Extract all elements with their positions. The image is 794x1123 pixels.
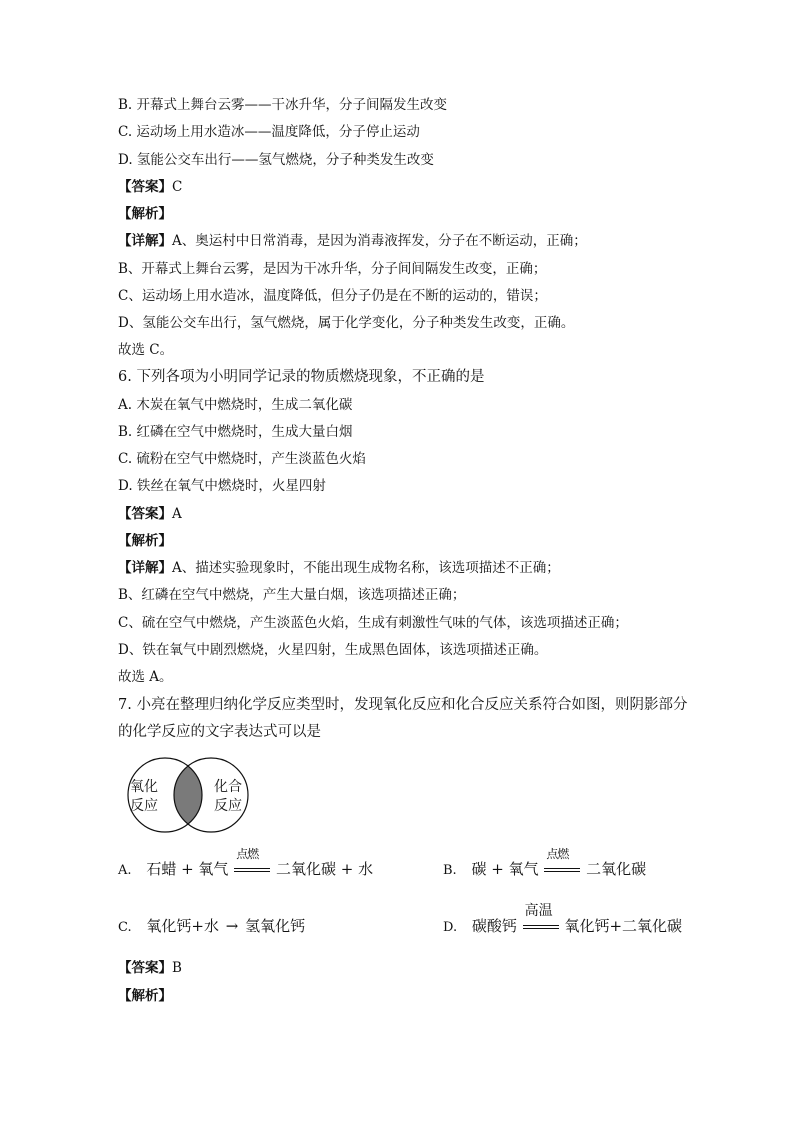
q6-detail-a	[118, 559, 560, 577]
equation-products: 二氧化碳 + 水	[275, 860, 374, 878]
q6-stem: 6. 下列各项为小明同学记录的物质燃烧现象，不正确的是	[118, 369, 485, 385]
equation-reactants: 氧化钙+水	[146, 917, 219, 935]
q7-answer	[118, 959, 182, 977]
answer-value: A	[172, 506, 182, 522]
equation-reactants: 碳酸钙	[471, 917, 517, 935]
analysis-tag: 【解析】	[118, 988, 172, 1004]
venn-left-label-1: 氧化	[130, 779, 158, 795]
detail-text: A、奥运村中日常消毒，是因为消毒液挥发，分子在不断运动，正确；	[172, 233, 587, 249]
venn-diagram	[126, 756, 252, 834]
reaction-condition: 高温	[524, 903, 553, 919]
answer-tag: 【答案】	[118, 960, 172, 976]
option-letter: A.	[118, 863, 132, 878]
q7-option-d	[443, 903, 683, 938]
q5-conclusion: 故选 C。	[118, 342, 174, 358]
q5-detail-a	[118, 232, 587, 250]
equation-reactants: 碳 + 氧气	[471, 860, 539, 878]
q7-option-b	[443, 847, 647, 881]
q7-stem-line2: 的化学反应的文字表达式可以是	[118, 724, 321, 740]
answer-tag: 【答案】	[118, 179, 172, 195]
q5-detail-c: C、运动场上用水造冰，温度降低，但分子仍是在不断的运动的，错误；	[118, 288, 547, 304]
reaction-condition-arrow	[544, 847, 580, 879]
answer-value: C	[172, 179, 183, 195]
q7-option-a	[118, 847, 374, 881]
equation-reactants: 石蜡 + 氧气	[146, 860, 229, 878]
analysis-tag: 【解析】	[118, 206, 172, 222]
reaction-condition-arrow	[234, 847, 270, 879]
reaction-condition: 点燃	[236, 847, 259, 861]
q7-analysis-tag	[118, 987, 172, 1005]
q6-detail-d: D、铁在氧气中剧烈燃烧，火星四射，生成黑色固体，该选项描述正确。	[118, 642, 548, 658]
answer-value: B	[172, 960, 182, 976]
q7-stem-line1: 7. 小亮在整理归纳化学反应类型时，发现氧化反应和化合反应关系符合如图，则阴影部分	[118, 697, 688, 713]
equation-products: 二氧化碳	[586, 860, 647, 878]
reaction-arrow-icon: →	[225, 917, 239, 935]
detail-text: A、描述实验现象时，不能出现生成物名称，该选项描述不正确；	[172, 560, 560, 576]
q7-option-c	[118, 916, 305, 938]
q6-option-b: B. 红磷在空气中燃烧时，生成大量白烟	[118, 424, 353, 440]
equation-products: 氢氧化钙	[245, 917, 306, 935]
detail-tag: 【详解】	[118, 233, 172, 249]
q5-analysis-tag	[118, 205, 172, 223]
analysis-tag: 【解析】	[118, 533, 172, 549]
q6-detail-c: C、硫在空气中燃烧，产生淡蓝色火焰，生成有刺激性气味的气体，该选项描述正确；	[118, 615, 628, 631]
option-letter: B.	[443, 863, 457, 878]
venn-right-label-2: 反应	[214, 798, 242, 814]
q6-option-d: D. 铁丝在氧气中燃烧时，火星四射	[118, 478, 326, 494]
detail-tag: 【详解】	[118, 560, 172, 576]
q6-option-c: C. 硫粉在空气中燃烧时，产生淡蓝色火焰	[118, 451, 366, 467]
reaction-condition-arrow	[523, 903, 559, 936]
option-letter: C.	[118, 920, 132, 935]
q5-detail-b: B、开幕式上舞台云雾，是因为干冰升华，分子间间隔发生改变，正确；	[118, 261, 547, 277]
venn-right-label-1: 化合	[214, 779, 242, 795]
q6-detail-b: B、红磷在空气中燃烧，产生大量白烟，该选项描述正确；	[118, 587, 466, 603]
q5-detail-d: D、氢能公交车出行，氢气燃烧，属于化学变化，分子种类发生改变，正确。	[118, 315, 575, 331]
reaction-condition: 点燃	[546, 847, 569, 861]
q5-option-c: C. 运动场上用水造冰——温度降低，分子停止运动	[118, 124, 420, 140]
q6-option-a: A. 木炭在氧气中燃烧时，生成二氧化碳	[118, 397, 353, 413]
option-letter: D.	[443, 920, 458, 935]
q5-answer	[118, 178, 182, 196]
q5-option-d: D. 氢能公交车出行——氢气燃烧，分子种类发生改变	[118, 152, 434, 168]
q6-answer	[118, 505, 182, 523]
q6-analysis-tag	[118, 532, 172, 550]
answer-tag: 【答案】	[118, 506, 172, 522]
q6-conclusion: 故选 A。	[118, 669, 173, 685]
equation-products: 氧化钙+二氧化碳	[564, 917, 683, 935]
q5-option-b: B. 开幕式上舞台云雾——干冰升华，分子间隔发生改变	[118, 97, 448, 113]
venn-left-label-2: 反应	[130, 798, 158, 814]
